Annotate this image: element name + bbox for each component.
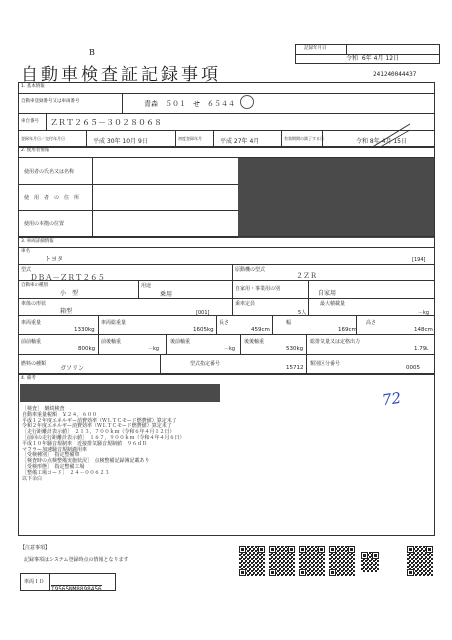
engine-model-value: ２ＺＲ [296,272,317,280]
remark-line: 以下余白 [22,475,43,482]
notice-heading: 【注意事項】 [20,545,51,551]
private-business-value: 自家用 [318,290,337,297]
length-value: 459cm [251,327,270,333]
remark-line: 平成１０年騒音規制車 近接排気騒音規制値 ９６ｄＢ [22,440,148,447]
front-front-axle-label: 前前軸重 [21,339,42,345]
chassis-number-label: 車台番号 [21,119,39,124]
user-info-heading: 2. 使用者情報 [21,148,50,153]
vehicle-weight-value: 1330kg [74,327,95,333]
body-shape-code: [001] [196,310,210,316]
max-load-label: 最大積載量 [320,301,346,307]
expiry-date-value: 令和 8年 4月 15日 [356,138,407,145]
width-label: 幅 [286,320,292,326]
vehicle-id-value: T9565NM8898456 [51,586,102,593]
class-number-label: 類別区分番号 [310,361,341,367]
first-registration-label: 初度登録年月 [178,136,202,141]
length-label: 長さ [219,320,230,326]
vehicle-weight-label: 車両重量 [21,320,42,326]
record-date-value: 令和 6年 4月 12日 [346,55,400,62]
base-location-label: 使用の本拠の位置 [24,221,65,227]
user-address-label: 使 用 者 の 住 所 [24,195,80,201]
fuel-type-label: 燃料の種類 [21,361,47,367]
seal-circle-icon [240,95,254,109]
gross-weight-value: 1605kg [193,327,214,333]
user-name-label: 使用者の氏名又は名称 [24,169,75,175]
remark-line: ［受検種別］ 指定整備車 [22,452,80,459]
height-label: 高さ [366,320,377,326]
vehicle-kind-label: 自動車の種別 [21,283,48,288]
width-value: 169cm [338,327,357,333]
remark-line: ［走行距離計表示値］ ２１３，７００ｋｍ（令和６年４月１２日） [22,429,175,436]
first-registration-value: 平成 27年 4月 [220,138,260,145]
registration-number-label: 自動車登録番号又は車両番号 [21,99,80,104]
expiry-date-label: 有効期間の満了する日 [284,136,324,141]
class-number-value: 0005 [406,365,420,371]
remark-line: ［整備工場コード］ ２４－００６２３ [22,469,110,476]
displacement-value: 1.79L [414,346,429,352]
record-date-label: 記録年月日 [304,46,327,51]
chassis-number-value: ＺＲＴ２６５－３０２８０６８ [50,118,162,127]
maker-label: 車名 [21,249,30,254]
qr-code-group [237,544,437,580]
rear-rear-axle-value: 530kg [286,346,304,352]
corner-mark: B [89,48,95,57]
remarks-list [22,407,322,482]
front-rear-axle-label: 前後軸重 [101,339,122,345]
strike-mark-icon [372,122,412,148]
qr-code-icon [237,544,437,580]
use-label: 用途 [141,283,152,289]
height-value: 148cm [414,327,433,333]
private-business-label: 自家用・事業用の別 [235,286,281,292]
type-approval-label: 型式指定番号 [190,361,221,367]
remark-line: 令和２年度エネルギー消費効率（ＷＬＴＣモード燃費値）算定未了 [22,423,172,430]
capacity-label: 乗車定員 [235,301,256,307]
maker-value: トヨタ [45,256,64,263]
model-label: 型式 [21,267,32,273]
registration-number-value: 青森 ５０１ せ ６５４４ [144,100,235,108]
body-shape-value: 箱型 [60,308,73,315]
remark-line: ［受検形態］ 指定整備工場 [22,463,85,470]
rear-rear-axle-label: 後後軸重 [244,339,265,345]
displacement-label: 総排気量又は定格出力 [310,339,361,345]
remark-line: 平成１２年度エネルギー消費効率（ＷＬＴＣモード燃費値）算定未了 [22,417,177,424]
fuel-type-value: ガソリン [60,365,85,372]
document-number: 241240044437 [373,71,417,78]
capacity-value: 5人 [298,310,307,316]
record-date-box [295,44,440,64]
redacted-user-info [238,158,434,238]
model-value: ＤＢＡ－ＺＲＴ２６５ [30,273,105,282]
document-title: 自動車検査証記録事項 [21,65,221,85]
notice-text: 記録事項はシステム登録時点の情報となります [24,557,129,563]
remarks-heading: 4. 備考 [21,376,36,381]
front-front-axle-value: 800kg [78,346,96,352]
vehicle-id-label: 車両ＩＤ [24,579,45,585]
registration-date-value: 平成 30年 10月 9日 [93,138,148,145]
registration-date-label: 登録年月日／交付年月日 [21,136,65,141]
rear-front-axle-label: 後前軸重 [170,339,191,345]
body-shape-label: 車体の形状 [21,301,47,307]
max-load-value: －kg [418,310,430,316]
rear-front-axle-value: －kg [224,346,236,352]
remark-line: 自動車重量税額 ￥２４，６００ [22,411,98,418]
remark-line: ［前回の走行距離計表示値］ １６７，９００ｋｍ（令和４年４月６日） [22,434,185,441]
handwritten-note: 72 [380,388,403,410]
use-value: 乗用 [160,291,173,298]
maker-code: [194] [412,257,426,263]
vehicle-details-heading: 3. 車両詳細情報 [21,239,54,244]
front-rear-axle-value: －kg [148,346,160,352]
vehicle-kind-value: 小 型 [60,290,79,297]
type-approval-value: 15712 [286,365,304,371]
remark-line: マフラー加速騒音規制適用車 [22,446,88,453]
basic-info-heading: 1. 基本情報 [21,84,45,89]
engine-model-label: 原動機の型式 [235,267,266,273]
gross-weight-label: 車両総重量 [101,320,127,326]
remark-line: ［検査］ 継続検査 [22,406,65,412]
redacted-remarks [20,384,220,402]
remark-line: ［検査時の点検整備実施状況］ 点検整備記録簿記載あり [22,458,150,465]
